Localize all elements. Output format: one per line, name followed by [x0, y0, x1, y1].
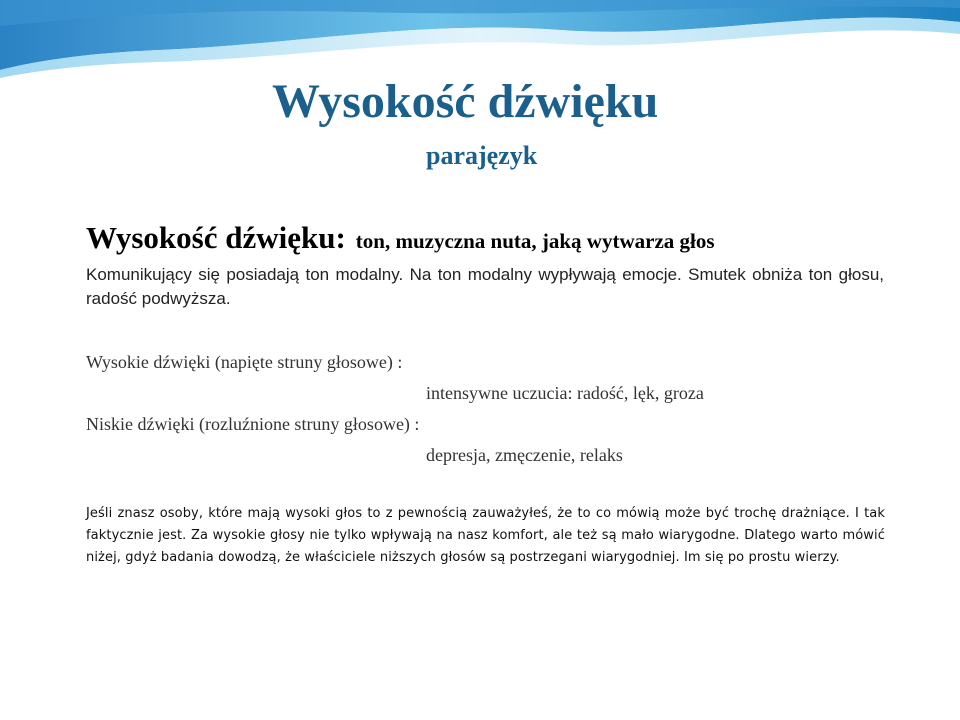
intro-text: Komunikujący się posiadają ton modalny. Na ton modalny wypływają emocje. Smutek obniża ton głosu, radość podwyższa.	[86, 265, 884, 308]
decorative-wave-band	[0, 0, 960, 80]
low-pitch-emotions: depresja, zmęczenie, relaks	[426, 445, 623, 465]
slide-subtitle: parajęzyk	[426, 141, 538, 170]
high-pitch-label: Wysokie dźwięki (napięte struny głosowe) :	[86, 352, 403, 372]
definition-line	[86, 218, 715, 261]
definition-term: Wysokość dźwięku:	[86, 220, 346, 255]
body-paragraph: Jeśli znasz osoby, które mają wysoki głos to z pewnością zauważyłeś, że to co mówią może być trochę drażniące. I tak faktycznie jest. Za wysokie głosy nie tylko wpływają na nasz komfort, ale też są mało wiarygodne. Dlatego warto mówić niżej, gdyż badania dowodzą, że właściciele niższych głosów są postrzegani wiarygodniej. Im się po prostu wierzy.	[86, 506, 885, 565]
slide-title: Wysokość dźwięku	[272, 75, 659, 128]
low-pitch-label: Niskie dźwięki (rozluźnione struny głosowe) :	[86, 414, 420, 434]
high-pitch-emotions: intensywne uczucia: radość, lęk, groza	[426, 383, 704, 403]
definition-description: ton, muzyczna nuta, jaką wytwarza głos	[355, 229, 715, 253]
